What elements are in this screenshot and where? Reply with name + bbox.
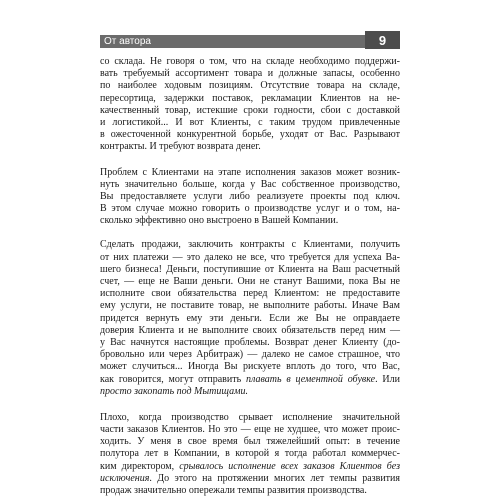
text-run: Вы предоставляете услуги либо реализуете проекты под ключ. — [100, 190, 400, 202]
italic-text: срывалось исполнение всех заказов Клиентов без — [179, 460, 400, 472]
text-run: В этом случае можно говорить о производстве услуг и о том, на- — [100, 203, 400, 215]
text-run: как говорится, могут отправить — [100, 373, 246, 385]
text-line — [100, 68, 400, 80]
text-line — [100, 264, 400, 276]
text-line — [100, 485, 400, 497]
text-line — [100, 436, 400, 448]
text-run: пересортица, задержки поставок, рекламации Клиентов на не- — [100, 92, 400, 104]
text-line — [100, 179, 400, 191]
paragraph — [100, 412, 400, 497]
text-line — [100, 461, 400, 473]
italic-text: просто закопать под Мытищами. — [100, 385, 249, 397]
text-line — [100, 288, 400, 300]
text-run: части заказов Клиентов. Но это — еще не худшее, что может проис- — [100, 424, 400, 436]
text-line — [100, 129, 400, 141]
text-line — [100, 80, 400, 92]
paragraph — [100, 56, 400, 154]
text-line — [100, 93, 400, 105]
text-line — [100, 386, 400, 398]
text-run: ким директором, — [100, 460, 180, 472]
text-run: . До этого на протяжении многих лет темпы развития — [149, 472, 400, 484]
text-run: от них платежи — это далеко не все, что требуется для успеха Ва- — [100, 251, 400, 263]
text-line — [100, 448, 400, 460]
text-run: счет, — еще не Ваши деньги. Они не станут Вашими, пока Вы не — [100, 276, 400, 287]
text-run: продаж значительно опережали темпы развития производства. — [100, 485, 367, 496]
text-run: контракты. И требуют возврата денег. — [100, 141, 261, 153]
text-run: доверия Клиента и не выполните своих обязательств перед ним — — [100, 324, 400, 336]
text-run: Сделать продажи, заключить контракты с Клиентами, получить — [100, 239, 400, 251]
running-header-title: От автора — [104, 36, 151, 47]
paragraph — [100, 239, 400, 397]
text-run: сколько эффективно оно выстроено в Вашей Компании. — [100, 215, 339, 227]
text-line — [100, 374, 400, 386]
paragraph-gap — [100, 154, 400, 167]
paragraph-gap — [100, 398, 400, 412]
text-line — [100, 276, 400, 288]
text-run: со склада. Не говоря о том, что на складе необходимо поддержи- — [100, 56, 400, 67]
text-run: может случиться... Иногда Вы рискуете вплоть до того, что Вас, — [100, 361, 400, 373]
text-run: Плохо, когда производство срывает исполнение значительной — [100, 411, 400, 423]
text-run: ему услуги, не поставите товар, не выполните работы. Иначе Вам — [100, 300, 400, 312]
text-line — [100, 325, 400, 337]
text-run: исполните свои обязательства перед Клиентом: не предоставите — [100, 288, 400, 300]
text-line — [100, 215, 400, 227]
text-line — [100, 167, 400, 179]
text-run: . Или — [375, 373, 400, 385]
text-line — [100, 191, 400, 203]
text-line — [100, 473, 400, 485]
text-run: по наиболее ходовым позициям. Отсутствие товара на складе, — [100, 80, 400, 92]
page-number: 9 — [365, 31, 400, 49]
text-line — [100, 412, 400, 424]
text-run: качественный товар, истекшие сроки годности, сбои с доставкой — [100, 104, 400, 116]
italic-text: исключения — [100, 472, 150, 484]
text-line — [100, 252, 400, 264]
text-run: вать требуемый ассортимент товара и должные запасы, особенно — [100, 68, 400, 80]
text-run: бровольно или через Арбитраж) — далеко не самое страшное, что — [100, 349, 400, 361]
text-line — [100, 117, 400, 129]
paragraph — [100, 167, 400, 228]
italic-text: плавать в цементной обувке — [245, 373, 376, 385]
text-run: придется вернуть ему эти деньги. Если же Вы не оправдаете — [100, 312, 400, 324]
text-run: ходить. У меня в свое время был тяжелейший опыт: в течение — [100, 436, 400, 448]
text-line — [100, 337, 400, 349]
text-line — [100, 239, 400, 251]
text-run: нуть значительно больше, когда у Вас собственное производство, — [100, 178, 400, 190]
text-line — [100, 56, 400, 68]
text-line — [100, 300, 400, 312]
text-line — [100, 424, 400, 436]
text-line — [100, 203, 400, 215]
text-run: Проблем с Клиентами на этапе исполнения заказов может возник- — [100, 166, 400, 178]
body-text — [100, 56, 400, 497]
text-run: и логистикой... И вот Клиенты, с таким трудом привлеченные — [100, 116, 400, 128]
text-run: у Вас начнутся настоящие проблемы. Возврат денег Клиенту (до- — [100, 336, 400, 348]
text-line — [100, 313, 400, 325]
text-run: в ожесточенной конкурентной борьбе, уходят от Вас. Разрывают — [100, 129, 400, 141]
text-line — [100, 361, 400, 373]
text-line — [100, 349, 400, 361]
paragraph-gap — [100, 227, 400, 239]
text-run: полутора лет в Компании, в которой я тогда работал коммерчес- — [100, 448, 400, 460]
text-line — [100, 141, 400, 153]
text-line — [100, 105, 400, 117]
text-run: шего бизнеса! Деньги, поступившие от Клиента на Ваш расчетный — [100, 263, 400, 275]
